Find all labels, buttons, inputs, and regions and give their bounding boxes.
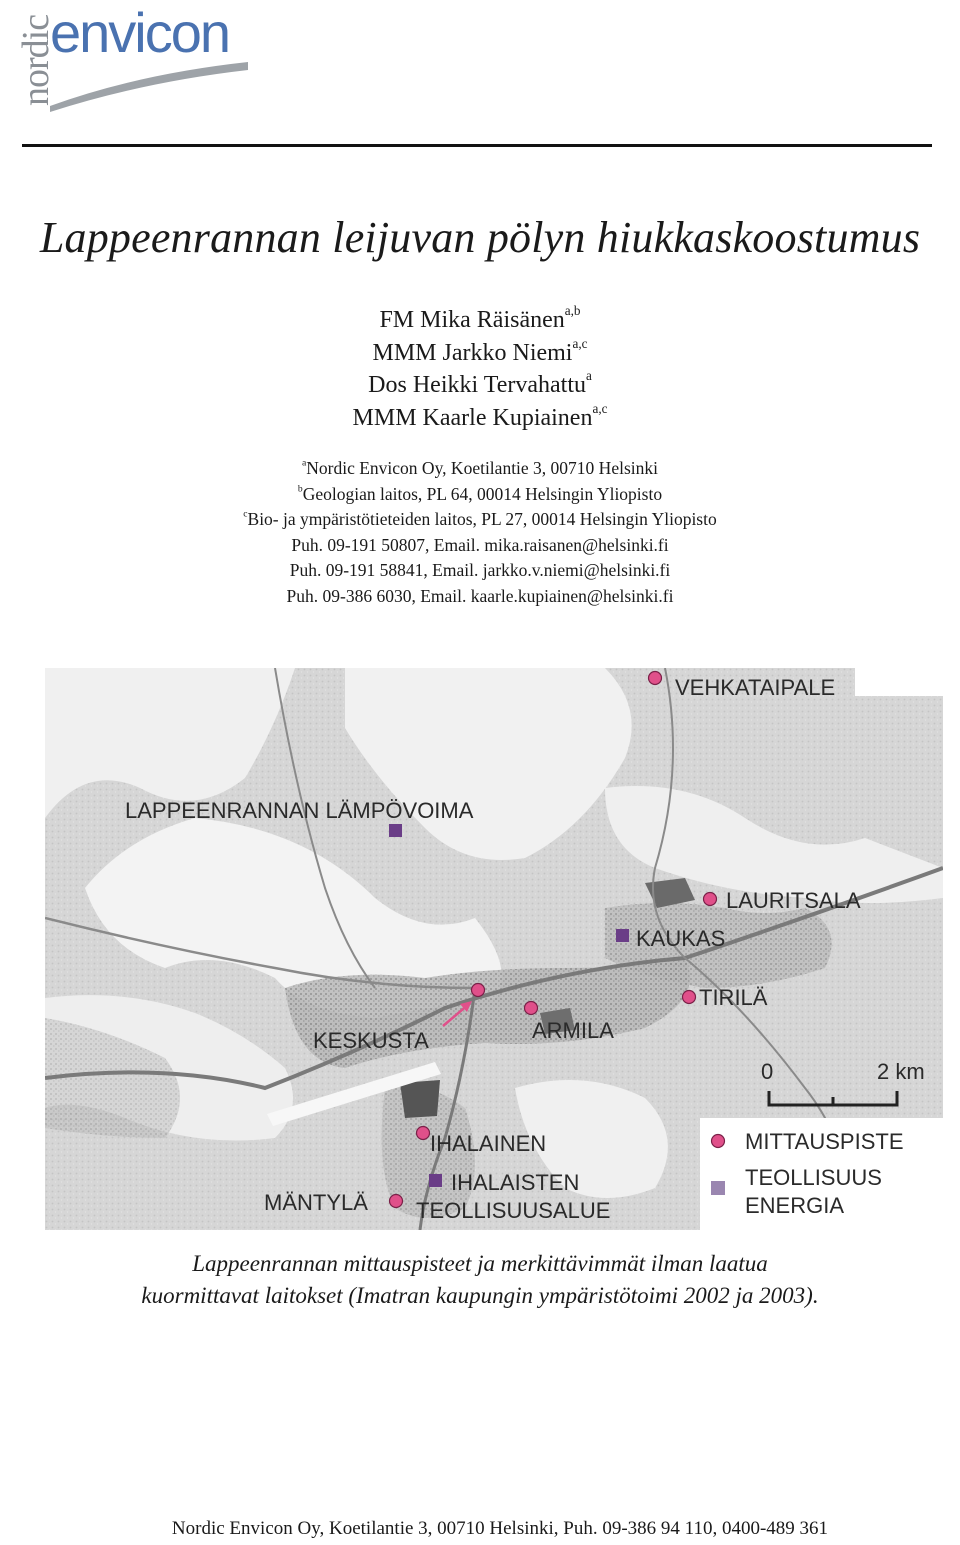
legend-industry-label: TEOLLISUUS [745,1165,882,1190]
industry-marker [616,929,629,942]
logo [14,1,254,116]
affiliation-line: $^a$Nordic Envicon Oy, Koetilantie 3, 00710 Helsinki [302,457,658,478]
affiliation-line: $^b$Geologian laitos, PL 64, 00014 Helsingin Yliopisto [297,482,663,504]
affiliation-line: $^c$Bio- ja ympäristötieteiden laitos, PL 27, 00014 Helsingin Yliopisto [243,508,717,529]
industry-marker [389,824,402,837]
label-vehkataipale: VEHKATAIPALE [675,675,836,700]
map-svg [45,668,943,1230]
measurement-point-marker [649,672,662,685]
measurement-point-marker [472,984,485,997]
label-mantyla: MÄNTYLÄ [264,1190,368,1215]
legend-energy-label: ENERGIA [745,1193,845,1218]
measurement-point-marker [683,991,696,1004]
page-title: Lappeenrannan leijuvan pölyn hiukkaskoostumus [39,213,921,262]
dark-area [400,1080,440,1118]
logo-swoosh-icon [48,56,248,116]
caption-line: kuormittavat laitokset (Imatran kaupungin ympäristötoimi 2002 ja 2003). [141,1283,819,1308]
label-armila: ARMILA [532,1018,614,1043]
author-line: Dos Heikki Tervahattu$^a$ [368,368,592,398]
author-line: MMM Jarkko Niemi$^{a,c}$ [372,335,588,366]
legend-industry-icon [711,1181,725,1195]
legend-measurement-label: MITTAUSPISTE [745,1129,904,1154]
measurement-point-marker [525,1002,538,1015]
legend-point-icon [712,1135,725,1148]
measurement-point-marker [417,1127,430,1140]
contact-line: Puh. 09-191 50807, Email. mika.raisanen@helsinki.fi [291,534,669,555]
label-ihalaisten: IHALAISTEN [451,1170,580,1195]
label-lampovoima: LAPPEENRANNAN LÄMPÖVOIMA [125,798,474,823]
author-line: FM Mika Räisänen$^{a,b}$ [379,303,581,333]
label-keskusta: KESKUSTA [313,1028,429,1053]
label-teollisuusalue: TEOLLISUUSALUE [416,1198,611,1223]
measurement-point-marker [390,1195,403,1208]
contact-line: Puh. 09-386 6030, Email. kaarle.kupiainen@helsinki.fi [286,585,674,606]
label-kaukas: KAUKAS [636,926,726,951]
map-figure [45,668,943,1230]
measurement-point-marker [704,893,717,906]
contact-line: Puh. 09-191 58841, Email. jarkko.v.niemi@helsinki.fi [289,560,671,580]
map-notch [855,668,943,696]
author-line: MMM Kaarle Kupiainen$^{a,c}$ [352,400,608,431]
caption-line: Lappeenrannan mittauspisteet ja merkittävimmät ilman laatua [192,1251,768,1276]
figure-caption [0,1248,960,1312]
scale-start-label: 0 [761,1059,774,1084]
industry-marker [429,1174,442,1187]
logo-nordic-text: nordic [15,14,57,106]
footer: Nordic Envicon Oy, Koetilantie 3, 00710 Helsinki, Puh. 09-386 94 110, 0400-489 361 [171,1518,829,1539]
affiliations [0,456,960,609]
label-tirila: TIRILÄ [699,985,768,1010]
label-lauritsala: LAURITSALA [726,888,861,913]
logo-envicon-text: envicon [50,1,230,64]
scale-end-label: 2 km [877,1059,925,1084]
author-list [0,304,960,434]
label-ihalainen: IHALAINEN [430,1131,547,1156]
header-rule [22,144,932,147]
